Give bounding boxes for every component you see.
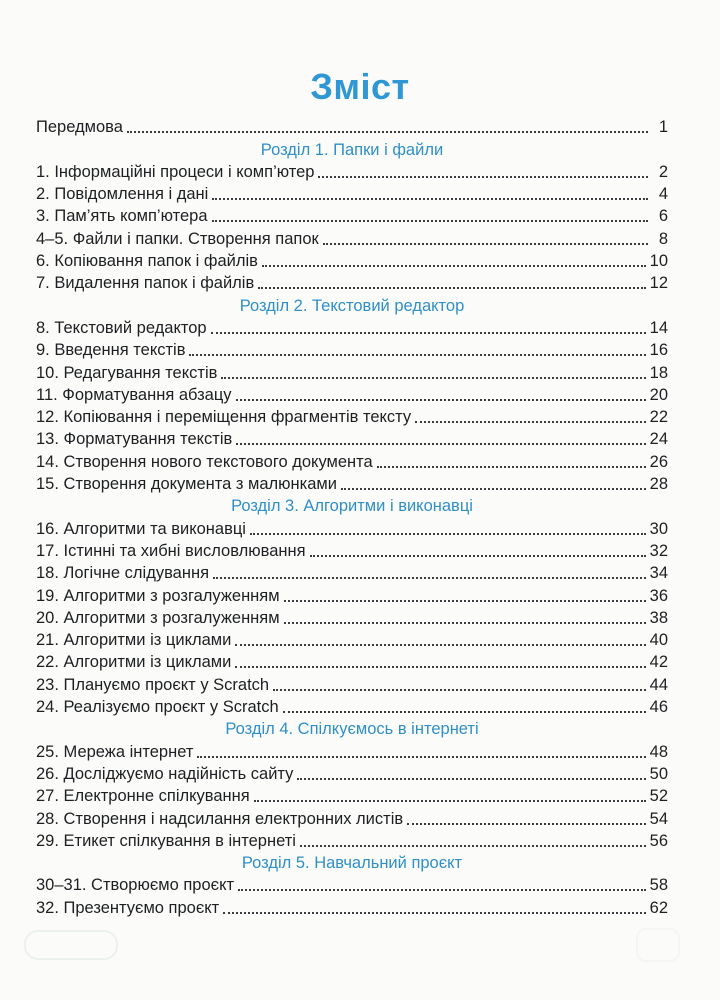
entry-label: 22. Алгоритми із циклами — [36, 653, 232, 672]
dot-leader — [262, 265, 646, 267]
toc-entry[interactable] — [36, 762, 668, 784]
entry-page: 16 — [649, 341, 668, 360]
dot-leader — [212, 220, 648, 222]
dot-leader — [283, 711, 646, 713]
page-title: Зміст — [310, 66, 410, 107]
entry-label: 28. Створення і надсилання електронних листів — [36, 809, 404, 828]
entry-page: 42 — [649, 653, 668, 672]
dot-leader — [223, 912, 645, 914]
entry-label: 19. Алгоритми з розгалуженням — [36, 586, 280, 605]
dot-leader — [235, 666, 645, 668]
entry-label: 6. Копіювання папок і файлів — [36, 252, 258, 271]
section-heading: Розділ 3. Алгоритми і виконавці — [231, 497, 473, 516]
entry-page: 32 — [649, 541, 668, 560]
dot-leader — [238, 889, 646, 891]
toc-entry[interactable] — [36, 160, 668, 182]
toc-entry[interactable] — [36, 628, 668, 650]
entry-page: 2 — [658, 162, 668, 181]
entry-label: 8. Текстовий редактор — [36, 318, 207, 337]
toc-entry[interactable] — [36, 650, 668, 672]
toc-entry[interactable] — [36, 449, 668, 471]
toc-entry[interactable] — [36, 316, 668, 338]
dot-leader — [212, 198, 648, 200]
toc-entry[interactable] — [36, 226, 668, 248]
entry-label: 11. Форматування абзацу — [36, 385, 232, 404]
dot-leader — [377, 466, 646, 468]
entry-page: 24 — [649, 430, 668, 449]
dot-leader — [258, 287, 645, 289]
entry-page: 30 — [649, 519, 668, 538]
dot-leader — [318, 176, 648, 178]
dot-leader — [236, 443, 645, 445]
dot-leader — [341, 488, 646, 490]
toc-entry[interactable] — [36, 561, 668, 583]
dot-leader — [189, 354, 645, 356]
dot-leader — [254, 800, 646, 802]
entry-label: 7. Видалення папок і файлів — [36, 274, 255, 293]
entry-label: 15. Створення документа з малюнками — [36, 475, 337, 494]
section-heading: Розділ 4. Спілкуємось в інтернеті — [225, 720, 479, 739]
entry-label: 4–5. Файли і папки. Створення папок — [36, 229, 319, 248]
toc-entry[interactable] — [36, 360, 668, 382]
toc-entry[interactable] — [36, 271, 668, 293]
entry-page: 34 — [649, 564, 668, 583]
toc-entry[interactable] — [36, 784, 668, 806]
toc-entry[interactable] — [36, 873, 668, 895]
entry-page: 14 — [649, 318, 668, 337]
entry-page: 54 — [649, 809, 668, 828]
entry-page: 58 — [649, 876, 668, 895]
toc-entry[interactable] — [36, 516, 668, 538]
entry-label: 12. Копіювання і переміщення фрагментів тексту — [36, 408, 412, 427]
toc-entry[interactable] — [36, 338, 668, 360]
entry-page: 6 — [658, 207, 668, 226]
section-heading: Розділ 1. Папки і файли — [260, 140, 444, 159]
page-number-badge-decoration — [24, 930, 118, 960]
dot-leader — [236, 399, 646, 401]
entry-page: 1 — [658, 118, 668, 137]
section-heading: Розділ 5. Навчальний проєкт — [241, 854, 463, 873]
entry-page: 26 — [649, 452, 668, 471]
toc-entry[interactable] — [36, 672, 668, 694]
dot-leader — [273, 689, 646, 691]
entry-page: 48 — [649, 742, 668, 761]
corner-decoration — [636, 928, 680, 962]
entry-page: 40 — [649, 631, 668, 650]
toc-entry[interactable] — [36, 739, 668, 761]
entry-label: 24. Реалізуємо проєкт у Scratch — [36, 698, 279, 717]
toc-entry[interactable] — [36, 583, 668, 605]
toc-entry[interactable] — [36, 249, 668, 271]
entry-label: 14. Створення нового текстового документа — [36, 452, 373, 471]
entry-page: 28 — [649, 475, 668, 494]
entry-label: 30–31. Створюємо проєкт — [36, 876, 235, 895]
dot-leader — [310, 555, 646, 557]
toc-entry[interactable] — [36, 695, 668, 717]
entry-page: 20 — [649, 385, 668, 404]
entry-label: 25. Мережа інтернет — [36, 742, 194, 761]
entry-label: 1. Інформаційні процеси і комп’ютер — [36, 162, 315, 181]
table-of-contents — [36, 115, 668, 918]
entry-label: 17. Істинні та хибні висловлювання — [36, 541, 306, 560]
entry-page: 44 — [649, 675, 668, 694]
entry-label: 23. Плануємо проєкт у Scratch — [36, 675, 270, 694]
dot-leader — [323, 243, 648, 245]
dot-leader — [127, 131, 648, 133]
entry-page: 36 — [649, 586, 668, 605]
toc-entry[interactable] — [36, 829, 668, 851]
dot-leader — [284, 622, 646, 624]
toc-entry-intro[interactable] — [36, 115, 668, 137]
dot-leader — [235, 644, 645, 646]
entry-page: 38 — [649, 608, 668, 627]
dot-leader — [284, 600, 646, 602]
toc-entry[interactable] — [36, 806, 668, 828]
entry-page: 4 — [658, 185, 668, 204]
entry-page: 10 — [649, 252, 668, 271]
entry-label: 21. Алгоритми із циклами — [36, 631, 232, 650]
dot-leader — [415, 421, 645, 423]
entry-page: 18 — [649, 363, 668, 382]
entry-page: 8 — [658, 229, 668, 248]
toc-entry[interactable] — [36, 204, 668, 226]
entry-label: 27. Електронне спілкування — [36, 787, 250, 806]
entry-label: 32. Презентуємо проєкт — [36, 898, 220, 917]
dot-leader — [300, 845, 646, 847]
entry-label: 9. Введення текстів — [36, 341, 186, 360]
entry-label: Передмова — [36, 118, 123, 137]
entry-label: 10. Редагування текстів — [36, 363, 218, 382]
dot-leader — [250, 533, 646, 535]
toc-entry[interactable] — [36, 383, 668, 405]
dot-leader — [213, 577, 646, 579]
entry-label: 16. Алгоритми та виконавці — [36, 519, 246, 538]
entry-label: 2. Повідомлення і дані — [36, 185, 209, 204]
dot-leader — [297, 778, 645, 780]
entry-page: 22 — [649, 408, 668, 427]
entry-label: 26. Досліджуємо надійність сайту — [36, 764, 294, 783]
dot-leader — [407, 823, 646, 825]
entry-page: 46 — [649, 698, 668, 717]
entry-page: 62 — [649, 898, 668, 917]
entry-page: 56 — [649, 831, 668, 850]
toc-entry[interactable] — [36, 895, 668, 917]
entry-page: 50 — [649, 764, 668, 783]
entry-label: 13. Форматування текстів — [36, 430, 233, 449]
section-heading: Розділ 2. Текстовий редактор — [239, 296, 465, 315]
toc-entry[interactable] — [36, 182, 668, 204]
entry-label: 20. Алгоритми з розгалуженням — [36, 608, 280, 627]
dot-leader — [221, 377, 645, 379]
entry-page: 12 — [649, 274, 668, 293]
toc-entry[interactable] — [36, 472, 668, 494]
entry-page: 52 — [649, 787, 668, 806]
entry-label: 18. Логічне слідування — [36, 564, 210, 583]
dot-leader — [211, 332, 646, 334]
dot-leader — [197, 756, 645, 758]
toc-entry[interactable] — [36, 606, 668, 628]
entry-label: 29. Етикет спілкування в інтернеті — [36, 831, 296, 850]
toc-entry[interactable] — [36, 539, 668, 561]
toc-entry[interactable] — [36, 427, 668, 449]
toc-entry[interactable] — [36, 405, 668, 427]
entry-label: 3. Пам’ять комп’ютера — [36, 207, 208, 226]
